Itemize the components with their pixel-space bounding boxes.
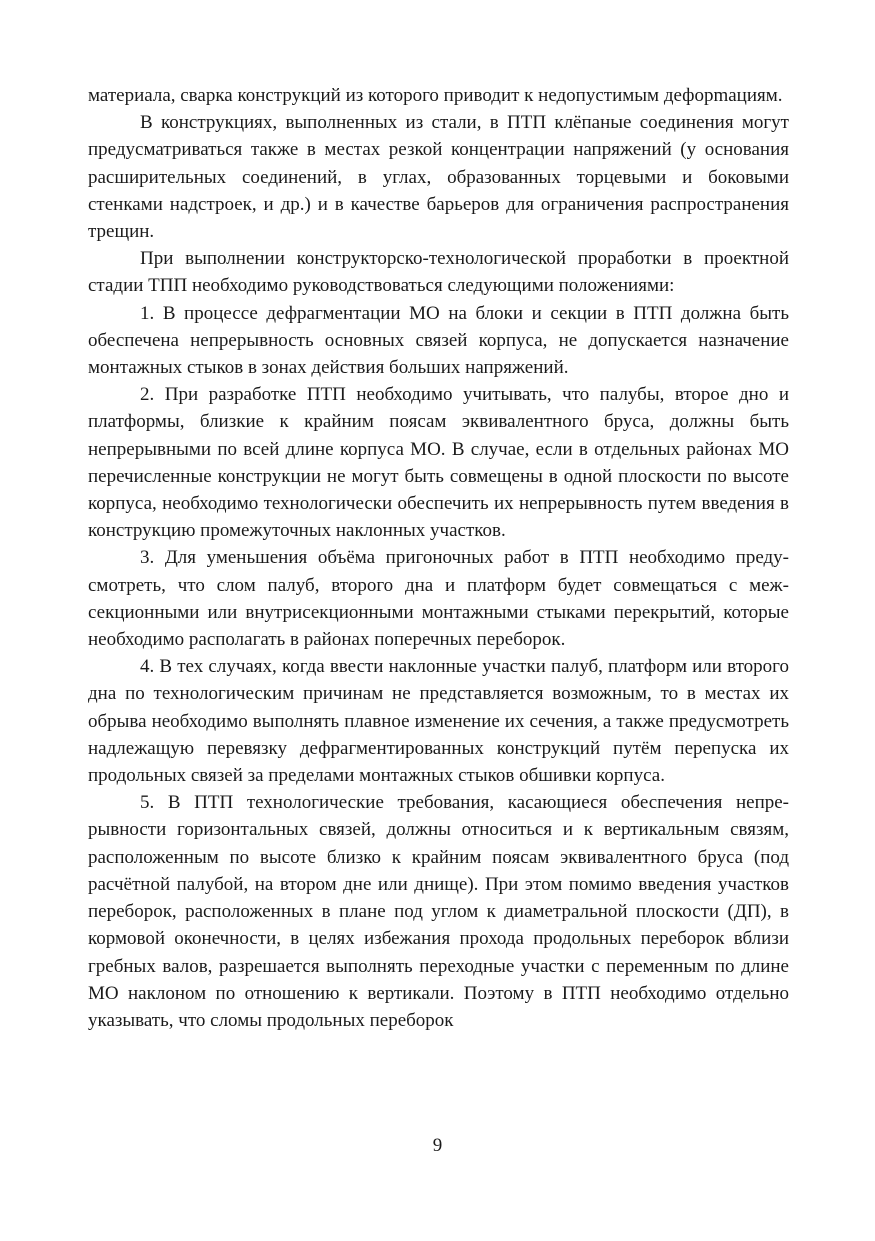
- list-item-5: 5. В ПТП технологические требования, касающиеся обеспечения непрерывности горизонтальных связей, должны относиться и к вертикальным связям, расположенным по высоте близко к крайним поясам эквивалентного бруса (под расчётной палубой, на втором дне или днище). При этом помимо введения участков переборок, расположенных в плане под углом к диаметральной плоскости (ДП), в кормовой оконечности, в целях избежания прохода продольных переборок вблизи гребных валов, разрешается выполнять переходные участки с переменным по длине МО наклоном по отношению к вертикали. Поэтому в ПТП необходимо отдельно указывать, что сломы продольных переборок: [88, 792, 789, 1031]
- paragraph-continuation: материала, сварка конструкций из которого приводит к недопустимым дефорmациям.: [88, 85, 783, 106]
- list-item-2: 2. При разработке ПТП необходимо учитывать, что палубы, второе дно и платформы, близкие к крайним поясам эквивалентного бруса, должны быть непрерывными по всей длине корпуса МО. В случае, если в отдельных районах МО перечисленные конструкции не могут быть совмещены в одной плоскости по высоте корпуса, необходимо технологически обеспечить их непрерывность путем введения в конструкцию промежуточных наклонных участков.: [88, 384, 789, 542]
- list-item-1: 1. В процессе дефрагментации МО на блоки и секции в ПТП должна быть обеспечена непрерывность основных связей корпуса, не допускается назначение монтажных стыков в зонах действия больших напряжений.: [88, 302, 789, 379]
- body-text: [88, 82, 789, 1034]
- paragraph-riveted-joints: В конструкциях, выполненных из стали, в ПТП клёпаные соединения могут предусматриваться также в местах резкой концентрации напряжений (у основания расширительных соединений, в углах, образованных торцевыми и боковыми стенками надстроек, и др.) и в качестве барьеров для ограничения распространения трещин.: [88, 112, 789, 243]
- list-item-3: 3. Для уменьшения объёма пригоночных работ в ПТП необходимо предусмотреть, что слом палуб, второго дна и платформ будет совмещаться с межсекционными или внутрисекционными монтажными стыками перекрытий, которые необходимо располагать в районах поперечных переборок.: [88, 547, 789, 651]
- list-item-4: 4. В тех случаях, когда ввести наклонные участки палуб, платформ или второго дна по технологическим причинам не представляется возможным, то в местах их обрыва необходимо выполнять плавное изменение их сечения, а также предусмотреть надлежащую перевязку дефрагментированных конструкций путём перепуска их продольных связей за пределами монтажных стыков обшивки корпуса.: [88, 656, 789, 787]
- paragraph-design-principles-intro: При выполнении конструкторско-технологической проработки в проектной стадии ТПП необходимо руководствоваться следующими положениями:: [88, 248, 789, 297]
- page-number: 9: [432, 1135, 443, 1156]
